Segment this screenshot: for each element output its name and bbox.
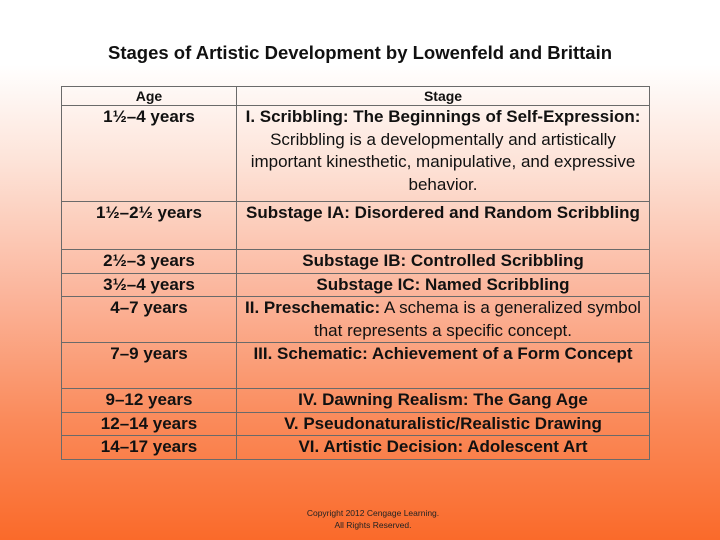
age-column-header: Age — [62, 87, 237, 106]
age-cell: 14–17 years — [62, 436, 237, 460]
copyright-notice — [0, 507, 720, 531]
table-row — [62, 436, 650, 460]
stage-cell — [237, 412, 650, 436]
age-cell: 1½–4 years — [62, 106, 237, 202]
stage-name: VI. Artistic Decision: Adolescent Art — [298, 437, 588, 456]
table-row — [62, 106, 650, 202]
stage-cell — [237, 343, 650, 389]
copyright-line: Copyright 2012 Cengage Learning. — [306, 508, 440, 518]
stage-name: IV. Dawning Realism: The Gang Age — [298, 390, 588, 409]
table-row — [62, 389, 650, 413]
table-row — [62, 343, 650, 389]
stage-name: II. Preschematic: — [245, 298, 381, 317]
age-cell: 7–9 years — [62, 343, 237, 389]
age-cell: 12–14 years — [62, 412, 237, 436]
stage-cell — [237, 202, 650, 250]
table-row — [62, 412, 650, 436]
age-cell: 3½–4 years — [62, 273, 237, 297]
stage-cell — [237, 273, 650, 297]
table-header-row — [62, 87, 650, 106]
age-cell: 9–12 years — [62, 389, 237, 413]
stage-name: I. Scribbling: The Beginnings of Self-Expression: — [245, 107, 641, 126]
stage-name: III. Schematic: Achievement of a Form Concept — [253, 344, 633, 363]
stages-table — [61, 86, 650, 460]
stage-cell — [237, 106, 650, 202]
stage-name: Substage IA: Disordered and Random Scribbling — [246, 203, 640, 222]
stage-name: Substage IB: Controlled Scribbling — [302, 251, 584, 270]
stage-cell — [237, 436, 650, 460]
age-cell: 2½–3 years — [62, 250, 237, 274]
stage-cell — [237, 389, 650, 413]
age-cell: 4–7 years — [62, 297, 237, 343]
slide-title: Stages of Artistic Development by Lowenfeld and Brittain — [107, 42, 613, 63]
table-row — [62, 202, 650, 250]
stage-description: A schema is a generalized symbol that represents a specific concept. — [314, 298, 641, 340]
rights-line: All Rights Reserved. — [334, 520, 412, 530]
stage-cell — [237, 297, 650, 343]
table-row — [62, 297, 650, 343]
table-row — [62, 250, 650, 274]
stage-name: V. Pseudonaturalistic/Realistic Drawing — [284, 413, 602, 433]
stage-cell — [237, 250, 650, 274]
stage-description: Scribbling is a developmentally and artistically important kinesthetic, manipulative, and expressive behavior. — [250, 129, 636, 194]
stage-column-header: Stage — [237, 87, 650, 106]
age-cell: 1½–2½ years — [62, 202, 237, 250]
table-row — [62, 273, 650, 297]
stage-name: Substage IC: Named Scribbling — [316, 274, 570, 294]
